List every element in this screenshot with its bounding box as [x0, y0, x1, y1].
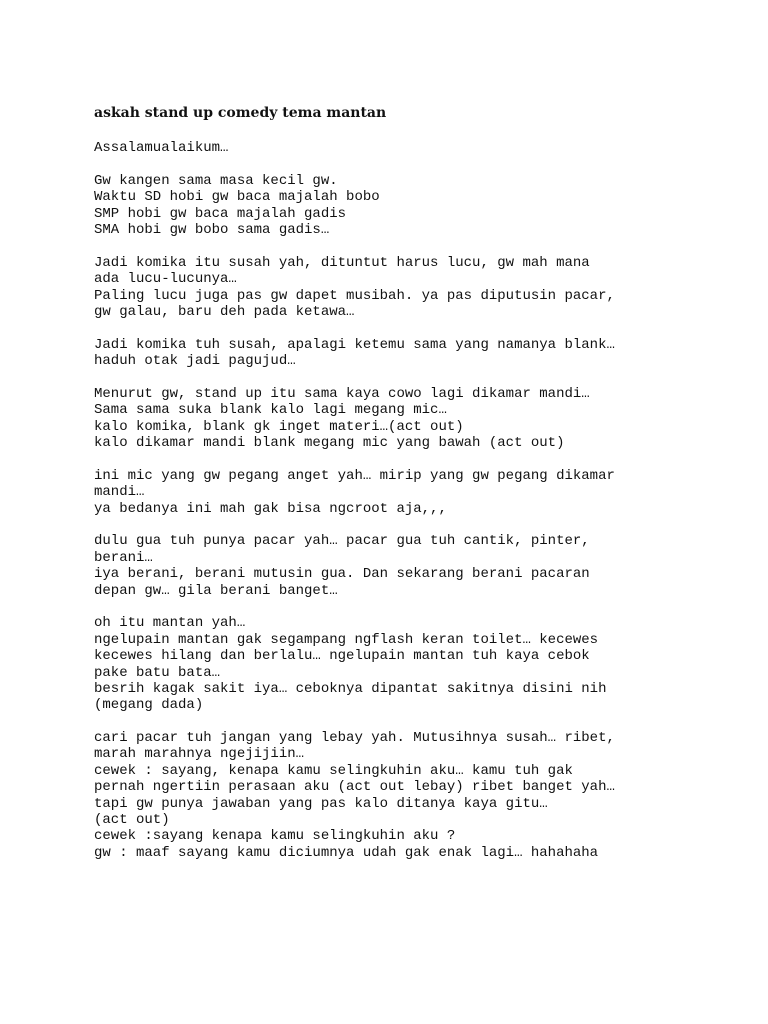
blank-line [94, 599, 734, 615]
document-body [94, 140, 734, 861]
document-title: askah stand up comedy tema mantan [94, 105, 387, 121]
text-line: Jadi komika itu susah yah, dituntut harus lucu, gw mah mana [94, 254, 590, 271]
text-line: Jadi komika tuh susah, apalagi ketemu sama yang namanya blank… [94, 336, 615, 353]
text-line: mandi… [94, 484, 145, 501]
text-line: cewek : sayang, kenapa kamu selingkuhin aku… kamu tuh gak [94, 762, 573, 779]
blank-line [94, 714, 734, 730]
blank-line [94, 451, 734, 467]
text-line: Waktu SD hobi gw baca majalah bobo [94, 189, 380, 206]
text-line: Gw kangen sama masa kecil gw. [94, 172, 338, 189]
text-line: pake batu bata… [94, 664, 221, 681]
text-line: gw galau, baru deh pada ketawa… [94, 303, 355, 320]
text-line: ngelupain mantan gak segampang ngflash keran toilet… kecewes [94, 631, 599, 648]
text-line: Menurut gw, stand up itu sama kaya cowo lagi dikamar mandi… [94, 385, 590, 402]
blank-line [94, 320, 734, 336]
text-line: depan gw… gila berani banget… [94, 582, 338, 599]
text-line: kalo komika, blank gk inget materi…(act out) [94, 418, 464, 435]
text-line: haduh otak jadi pagujud… [94, 353, 296, 370]
text-line: (megang dada) [94, 697, 204, 714]
text-line: Sama sama suka blank kalo lagi megang mic… [94, 402, 447, 419]
blank-line [94, 369, 734, 385]
text-line: kalo dikamar mandi blank megang mic yang bawah (act out) [94, 435, 565, 452]
blank-line [94, 238, 734, 254]
text-line: cewek :sayang kenapa kamu selingkuhin aku ? [94, 828, 456, 845]
text-line: oh itu mantan yah… [94, 615, 246, 632]
text-line: SMP hobi gw baca majalah gadis [94, 205, 347, 222]
text-line: Assalamualaikum… [94, 140, 229, 156]
text-line: gw : maaf sayang kamu diciumnya udah gak enak lagi… hahahaha [94, 844, 599, 861]
text-line: SMA hobi gw bobo sama gadis… [94, 221, 330, 238]
text-line: dulu gua tuh punya pacar yah… pacar gua tuh cantik, pinter, [94, 533, 590, 550]
text-line: ya bedanya ini mah gak bisa ngcroot aja,,, [94, 500, 447, 517]
text-line: tapi gw punya jawaban yang pas kalo ditanya kaya gitu… [94, 795, 548, 812]
text-line: marah marahnya ngejijiin… [94, 746, 305, 763]
text-line: ini mic yang gw pegang anget yah… mirip yang gw pegang dikamar [94, 467, 615, 484]
blank-line [94, 517, 734, 533]
text-line: (act out) [94, 812, 170, 829]
text-line: besrih kagak sakit iya… ceboknya dipantat sakitnya disini nih [94, 680, 607, 697]
text-line: berani… [94, 549, 153, 566]
text-line: pernah ngertiin perasaan aku (act out lebay) ribet banget yah… [94, 779, 615, 796]
text-line: Paling lucu juga pas gw dapet musibah. ya pas diputusin pacar, [94, 287, 615, 304]
text-line: ada lucu-lucunya… [94, 271, 237, 288]
blank-line [94, 156, 734, 172]
text-line: kecewes hilang dan berlalu… ngelupain mantan tuh kaya cebok [94, 648, 590, 665]
text-line: cari pacar tuh jangan yang lebay yah. Mutusihnya susah… ribet, [94, 730, 615, 747]
text-line: iya berani, berani mutusin gua. Dan sekarang berani pacaran [94, 566, 590, 583]
